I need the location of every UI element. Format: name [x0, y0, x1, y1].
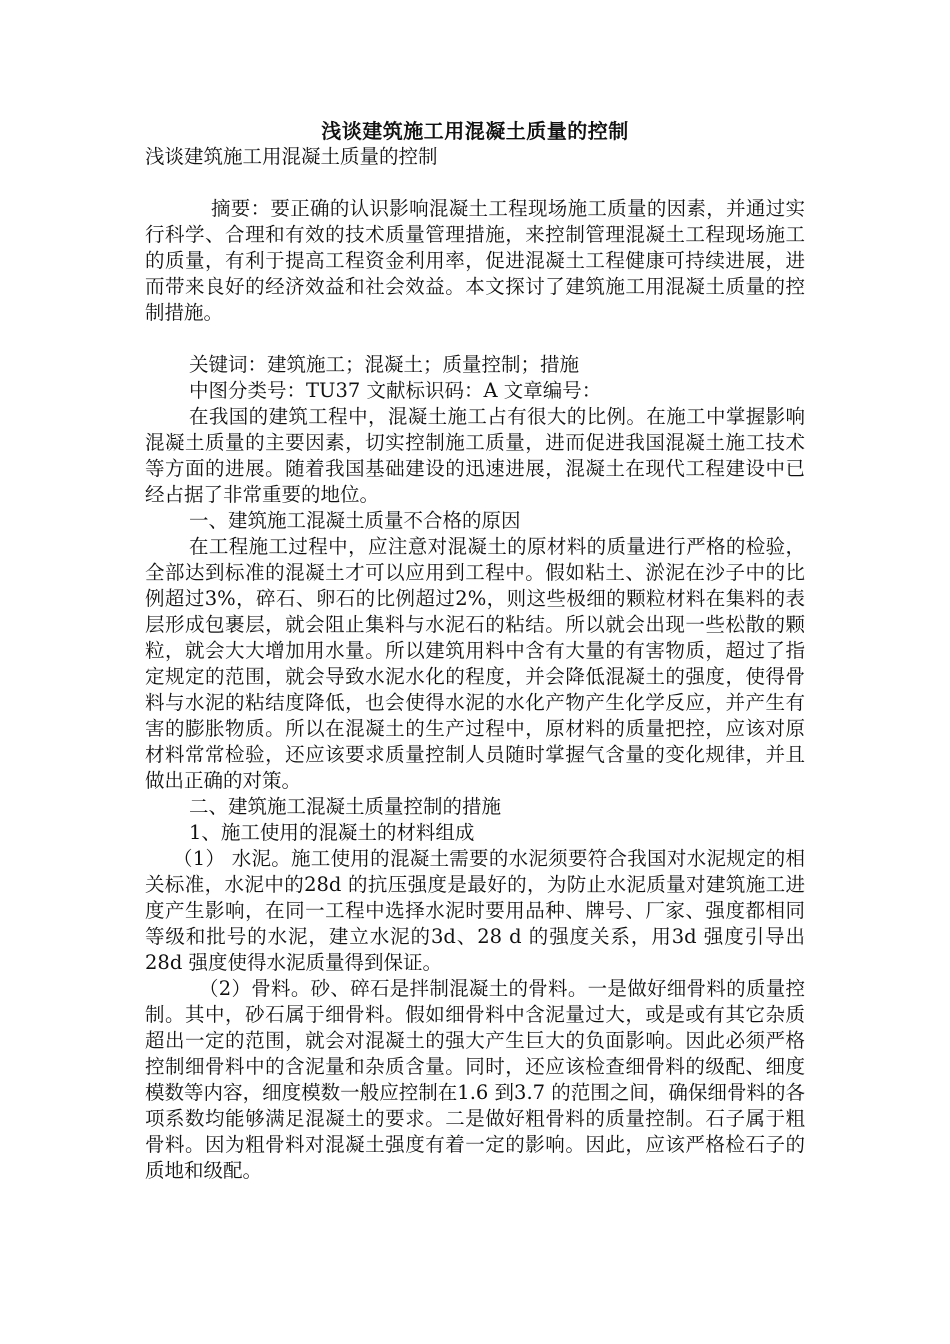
document-subtitle: 浅谈建筑施工用混凝土质量的控制	[145, 145, 438, 168]
keywords-line: 关键词：建筑施工；混凝土；质量控制；措施	[189, 353, 580, 376]
item-aggregate-paragraph: （2）骨料。砂、碎石是拌制混凝土的骨料。一是做好细骨料的质量控制。其中，砂石属于细骨料。假如细骨料中含泥量过大，或是或有其它杂质超出一定的范围，就会对混凝土的强大产生巨大的负面影响。因此必须严格控制细骨料中的含泥量和杂质含量。同时，还应该检查细骨料的级配、细度模数等内容，细度模数一般应控制在1.6 到3.7 的范围之间，确保细骨料的各项系数均能够满足混凝土的要求。二是做好粗骨料的质量控制。石子属于粗骨料。因为粗骨料对混凝土强度有着一定的影响。因此，应该严格检石子的质地和级配。	[145, 977, 805, 1182]
item-cement-paragraph: （1） 水泥。施工使用的混凝土需要的水泥须要符合我国对水泥规定的相关标准，水泥中的28d 的抗压强度是最好的，为防止水泥质量对建筑施工进度产生影响，在同一工程中选择水泥时要用品种、牌号、厂家、强度都相同等级和批号的水泥，建立水泥的3d、28 d 的强度关系，用3d 强度引导出28d 强度使得水泥质量得到保证。	[145, 847, 805, 974]
classification-line: 中图分类号：TU37 文献标识码：A 文章编号：	[189, 379, 602, 402]
section-2-heading: 二、建筑施工混凝土质量控制的措施	[189, 795, 502, 818]
intro-paragraph: 在我国的建筑工程中，混凝土施工占有很大的比例。在施工中掌握影响混凝土质量的主要因素，切实控制施工质量，进而促进我国混凝土施工技术等方面的进展。随着我国基础建设的迅速进展，混凝土在现代工程建设中已经占据了非常重要的地位。	[145, 405, 805, 506]
subsection-1-heading: 1、施工使用的混凝土的材料组成	[189, 821, 475, 844]
document-page	[145, 118, 805, 1184]
section-1-body: 在工程施工过程中，应注意对混凝土的原材料的质量进行严格的检验，全部达到标准的混凝土才可以应用到工程中。假如粘土、淤泥在沙子中的比例超过3%，碎石、卵石的比例超过2%，则这些极细的颗粒材料在集料的表层形成包裹层，就会阻止集料与水泥石的粘结。所以就会出现一些松散的颗粒，就会大大增加用水量。所以建筑用料中含有大量的有害物质，超过了指定规定的范围，就会导致水泥水化的程度，并会降低混凝土的强度，使得骨料与水泥的粘结度降低，也会使得水泥的水化产物产生化学反应，并产生有害的膨胀物质。所以在混凝土的生产过程中，原材料的质量把控，应该对原材料常常检验，还应该要求质量控制人员随时掌握气含量的变化规律，并且做出正确的对策。	[145, 535, 805, 792]
abstract-paragraph: 摘要：要正确的认识影响混凝土工程现场施工质量的因素，并通过实行科学、合理和有效的技术质量管理措施，来控制管理混凝土工程现场施工的质量，有利于提高工程资金利用率，促进混凝土工程健康可持续进展，进而带来良好的经济效益和社会效益。本文探讨了建筑施工用混凝土质量的控制措施。	[145, 197, 805, 324]
spacer	[145, 326, 805, 352]
document-title: 浅谈建筑施工用混凝土质量的控制	[321, 119, 629, 143]
section-1-heading: 一、建筑施工混凝土质量不合格的原因	[189, 509, 521, 532]
